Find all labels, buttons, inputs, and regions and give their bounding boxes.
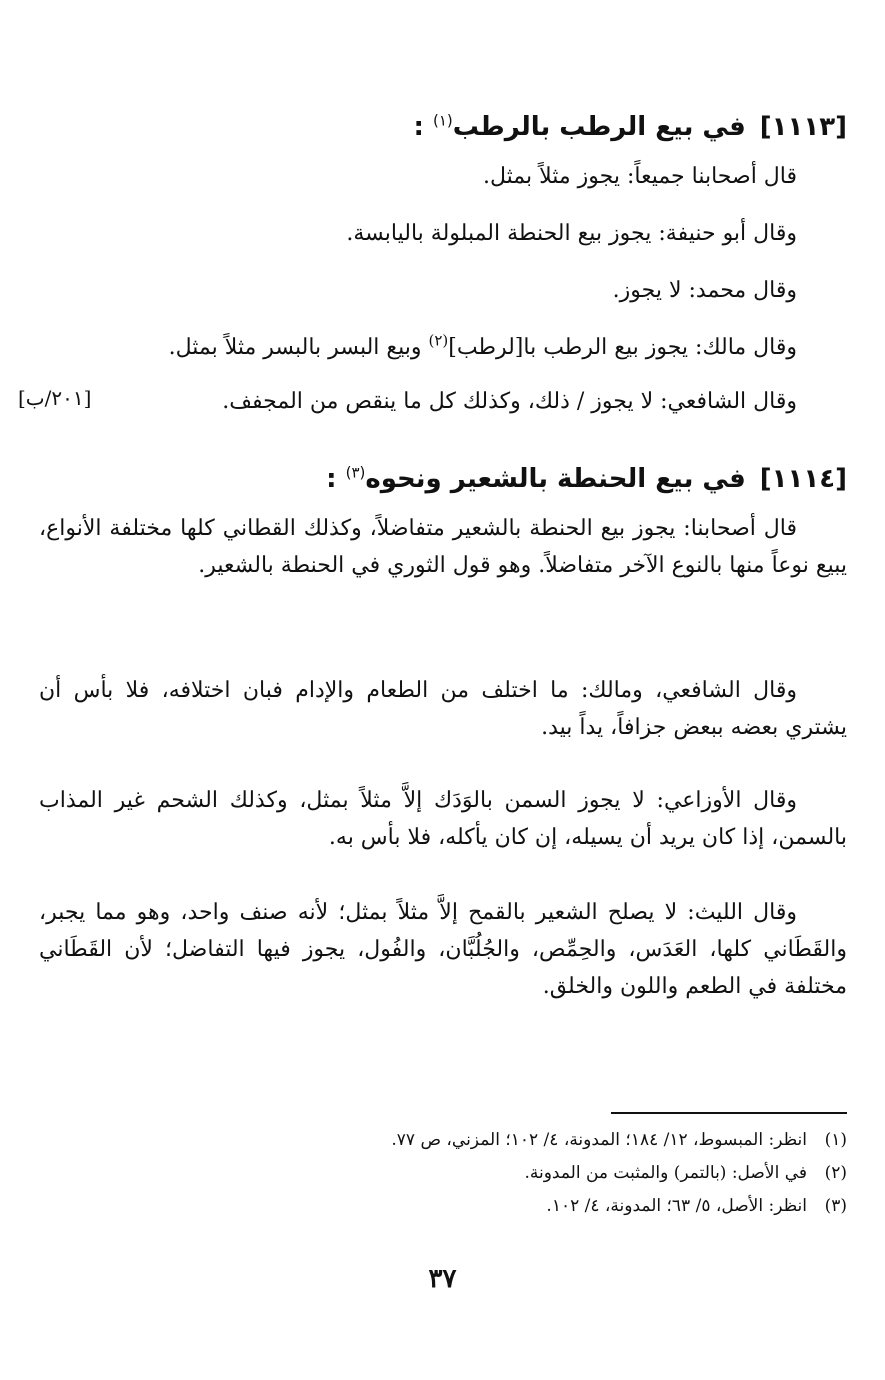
section-1114-heading: [57, 460, 847, 498]
malik-text-before: وقال مالك: يجوز بيع الرطب با[لرطب]: [448, 335, 797, 360]
paragraph: قال أصحابنا: يجوز بيع الحنطة بالشعير متفاضلاً، وكذلك القطاني كلها مختلفة الأنواع، يبيع نوعاً منها بالنوع الآخر متفاضلاً. وهو قول الثوري في الحنطة بالشعير.: [39, 516, 847, 578]
section-1113-title: في بيع الرطب بالرطب: [452, 112, 746, 142]
section-1113-heading: [57, 108, 847, 146]
footnote-text: في الأصل: (بالتمر) والمثبت من المدونة.: [524, 1163, 807, 1183]
paragraph: وقال الليث: لا يصلح الشعير بالقمح إلاَّ مثلاً بمثل؛ لأنه صنف واحد، وهو مما يجبر، والقَطَاني كلها، العَدَس، والحِمِّص، والجُلُبَّان، والفُول، يجوز فيها التفاضل؛ لأن القَطَاني مختلفة في الطعم واللون والخلق.: [39, 900, 847, 999]
section-1114-title: في بيع الحنطة بالشعير ونحوه: [365, 464, 746, 494]
footnote-item: [39, 1190, 847, 1223]
footnote-number: (٢): [824, 1163, 847, 1183]
heading-colon: :: [413, 112, 424, 142]
section-1113-number: [١١١٣]: [759, 112, 847, 142]
footnotes: [39, 1124, 847, 1223]
heading-colon: :: [326, 464, 337, 494]
footnote-number: (١): [824, 1130, 847, 1150]
page-number: ٣٧: [428, 1264, 457, 1294]
section-1114-number: [١١١٤]: [759, 464, 847, 494]
footnote-item: [39, 1124, 847, 1157]
text-line: وقال أبو حنيفة: يجوز بيع الحنطة المبلولة باليابسة.: [346, 221, 797, 246]
paragraph: وقال الشافعي، ومالك: ما اختلف من الطعام والإدام فبان اختلافه، فلا بأس أن يشتري بعضه ببعض جزافاً، يداً بيد.: [39, 678, 847, 740]
footnote-text: انظر: الأصل، ٥/ ٦٣؛ المدونة، ٤/ ١٠٢.: [546, 1196, 807, 1216]
text-line: قال أصحابنا جميعاً: يجوز مثلاً بمثل.: [482, 164, 797, 189]
footnote-ref-3: (٣): [345, 463, 366, 482]
paragraph: وقال الأوزاعي: لا يجوز السمن بالوَدَك إلاَّ مثلاً بمثل، وكذلك الشحم غير المذاب بالسمن، إذا كان يريد أن يسيله، إن كان يأكله، فلا بأس به.: [39, 788, 847, 850]
text-line-shafii: وقال الشافعي: لا يجوز / ذلك، وكذلك كل ما ينقص من المجفف.: [222, 389, 797, 414]
footnote-number: (٣): [824, 1196, 847, 1216]
footnote-ref-2: (٢): [428, 331, 449, 350]
manuscript-folio-ref: [٢٠١/ب]: [18, 386, 92, 410]
footnote-divider: [611, 1112, 847, 1114]
footnote-item: [39, 1157, 847, 1190]
malik-text-after: وبيع البسر بالبسر مثلاً بمثل.: [168, 335, 429, 360]
text-line: وقال محمد: لا يجوز.: [612, 278, 797, 303]
footnote-ref-1: (١): [432, 111, 453, 130]
footnote-text: انظر: المبسوط، ١٢/ ١٨٤؛ المدونة، ٤/ ١٠٢؛ المزني، ص ٧٧.: [391, 1130, 807, 1150]
text-line-malik: [77, 331, 797, 365]
